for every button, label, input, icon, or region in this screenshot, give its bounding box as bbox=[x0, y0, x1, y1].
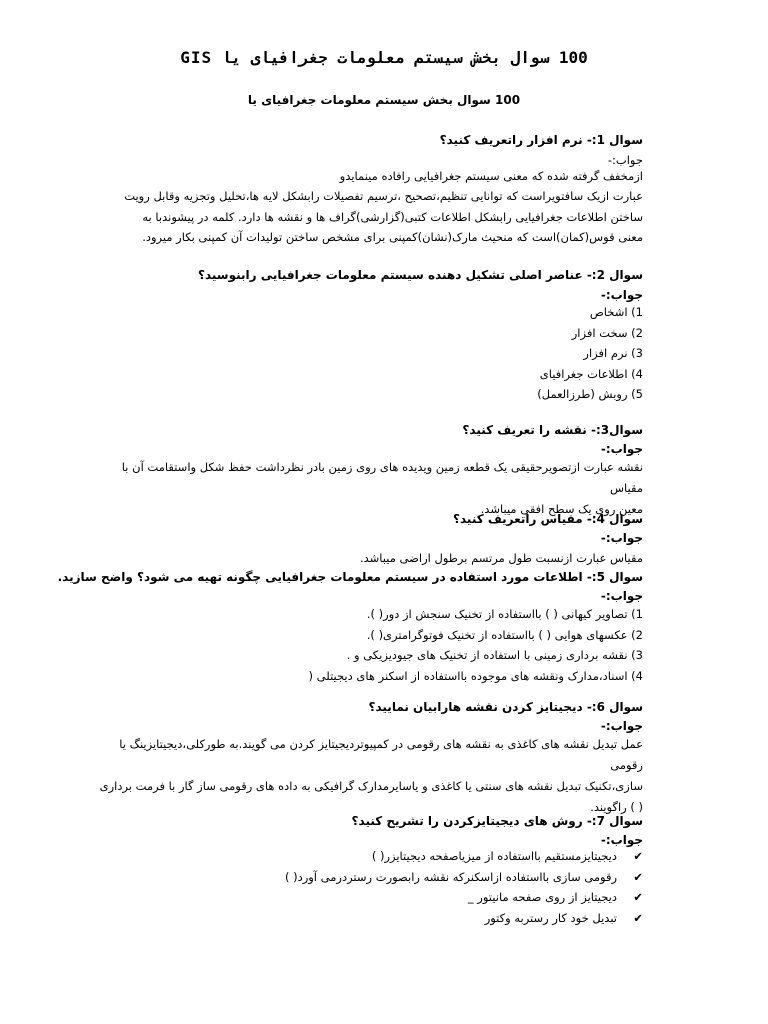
answer-2-list bbox=[537, 302, 643, 405]
list-item: 4) اطلاعات جغرافیای bbox=[539, 366, 643, 381]
answer-1-label: جواب:- bbox=[607, 153, 643, 167]
answer-1-line-2: عبارت ازیک سافتویراست که توانایی تنظیم،تصحیح ،ترسیم تفصیلات رابشکل لایه ها،تحلیل وتجزیه وقابل رویت bbox=[124, 189, 643, 203]
answer-4-text: مقیاس عبارت ازنسبت طول مرتسم برطول اراضی میباشد. bbox=[359, 551, 643, 565]
list-item: ✔تبدیل خود کار رستربه وکتور bbox=[285, 908, 643, 929]
answer-5-label: جواب:- bbox=[600, 589, 643, 603]
list-item: ✔دیجیتایزمستقیم بااستفاده از میزیاصفحه دیجیتایزر( ) bbox=[285, 846, 643, 867]
answer-1-line-4: معنی قوس(کمان)است که منحیث مارک(نشان)کمپنی برای مشخص ساختن تولیدات آن کمپنی بکار میرود. bbox=[142, 230, 643, 244]
answer-1-text bbox=[92, 186, 643, 248]
list-item: 3) نرم افزار bbox=[583, 346, 643, 360]
check-icon: ✔ bbox=[633, 890, 643, 904]
answer-7-label: جواب:- bbox=[600, 833, 643, 847]
question-4: سوال 4:- مقیاس راتعریف کنید؟ bbox=[453, 512, 643, 526]
answer-5-list bbox=[309, 604, 643, 686]
answer-2-label: جواب:- bbox=[600, 288, 643, 302]
list-item: 3) نقشه برداری زمینی با استفاده از تخنیک های جیودیزیکی و . bbox=[346, 648, 643, 662]
answer-6-label: جواب:- bbox=[600, 719, 643, 733]
answer-1-line-3: ساختن اطلاعات جغرافیایی رابشکل اطلاعات کتبی(گزارشی)گراف ها و نقشه ها دارد. کلمه در پیشوندبا به bbox=[142, 209, 643, 224]
answer-6-text bbox=[92, 734, 643, 818]
question-6: سوال 6:- دیجیتایز کردن نقشه هارابیان نمایید؟ bbox=[368, 700, 643, 714]
check-icon: ✔ bbox=[633, 849, 643, 863]
list-item: ✔رقومی سازی بااستفاده ازاسکنرکه نقشه رابصورت رستردرمی آورد( ) bbox=[285, 867, 643, 888]
question-3: سوال3:- نقشه را تعریف کنید؟ bbox=[462, 423, 643, 437]
document-subtitle: 100 سوال بخش سیستم معلومات جغرافیای یا bbox=[247, 93, 521, 107]
list-item: 4) اسناد،مدارک ونقشه های موجوده بااستفاده از اسکنر های دیجیتلی ( bbox=[308, 668, 643, 683]
answer-7-list bbox=[285, 846, 643, 928]
check-icon: ✔ bbox=[633, 869, 643, 884]
answer-6-line-3: ( ) راگویند. bbox=[590, 800, 643, 814]
list-item: 2) سخت افزار bbox=[571, 325, 643, 340]
answer-3-line-2: معین روی یک سطح افقی میباشد. bbox=[480, 502, 643, 516]
question-2: سوال 2:- عناصر اصلی تشکیل دهنده سیستم معلومات جغرافیایی رابنوسید؟ bbox=[198, 268, 643, 282]
answer-3-label: جواب:- bbox=[600, 442, 643, 456]
list-item: 1) اشخاص bbox=[589, 305, 643, 319]
list-item: 5) روبش (طرزالعمل) bbox=[537, 387, 643, 401]
question-7: سوال 7:- روش های دیجیتایزکردن را تشریح کنید؟ bbox=[351, 814, 643, 828]
answer-3-line-1: نقشه عبارت ازتصویرحقیقی یک قطعه زمین ویدیده های روی زمین بادر نظرداشت حفظ شکل واستقامت آن با مقیاس bbox=[121, 460, 643, 495]
check-icon: ✔ bbox=[633, 910, 643, 925]
answer-6-line-2: سازی،تکنیک تبدیل نقشه های سنتی یا کاغذی و یاسایرمدارک گرافیکی به داده های رقومی ساز گار با فرمت برداری bbox=[99, 779, 643, 793]
question-5: سوال 5:- اطلاعات مورد استفاده در سیستم معلومات جغرافیایی چگونه تهیه می شود؟ واضح سازید. bbox=[57, 570, 643, 584]
list-item: 2) عکسهای هوایی ( ) بااستفاده از تخنیک فوتوگرامتری( ). bbox=[366, 627, 643, 642]
list-item: 1) تصاویر کیهانی ( ) بااستفاده از تخنیک سنجش از دور( ). bbox=[366, 607, 643, 621]
answer-6-line-1: عمل تبدیل نقشه های کاغذی به نقشه های رقومی در کمپیوتردیجیتایز کردن می گویند.به طورکلی،دیجیتایزینگ یا رقومی bbox=[119, 737, 643, 772]
document-title: 100 سوال بخش سیستم معلومات جغرافیای یا GIS bbox=[180, 48, 588, 67]
answer-4-label: جواب:- bbox=[600, 531, 643, 545]
list-item: ✔دیجیتایز از روی صفحه مانیتور _ bbox=[285, 887, 643, 908]
answer-1-line-1: ازمخفف گرفته شده که معنی سیستم جغرافیایی رافاده مینمایدو bbox=[339, 169, 643, 183]
question-1: سوال 1:- نرم افزار راتعریف کنید؟ bbox=[439, 133, 643, 147]
